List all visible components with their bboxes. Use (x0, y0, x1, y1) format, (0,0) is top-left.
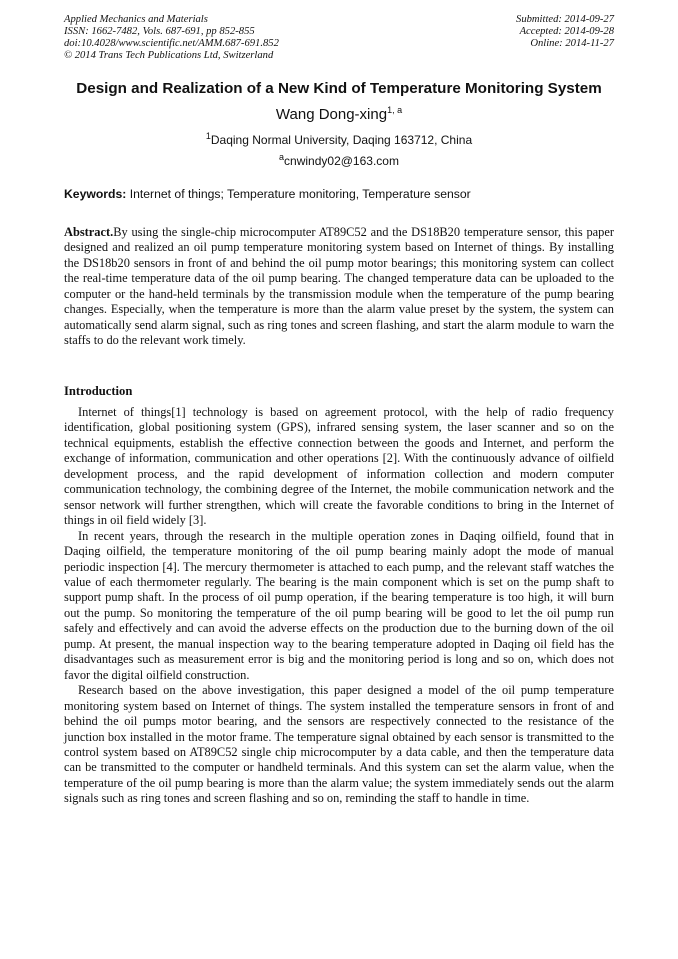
keywords (64, 187, 471, 201)
email-text: cnwindy02@163.com (284, 154, 399, 168)
submitted-date: Submitted: 2014-09-27 (516, 14, 614, 25)
keywords-text: Internet of things; Temperature monitoring, Temperature sensor (126, 187, 471, 201)
paragraph: In recent years, through the research in the multiple operation zones in Daqing oilfield, found that in Daqing oilfield, the temperature monitoring of the oil pump bearing mainly adopt the mode of manual periodic inspection [4]. The mercury thermometer is attached to each pump, and the relevant staff watches the value of each thermometer regularly. The bearing is the main component which is set on the pump shaft to support pump shaft. In the process of oil pump operation, if the bearing temperature is too high, it will burn out the pump. So monitoring the temperature of the oil pump bearing will be good to let the oil pump run safely and effectively and can avoid the adverse effects on the production due to the burning down of the oil pump. At present, the manual inspection way to the bearing temperature adopted in Daqing oil field has the disadvantages such as measurement error is big and the monitoring period is long and so on, which does not favor the digital oilfield construction. (64, 528, 614, 682)
author-name: Wang Dong-xing (275, 106, 388, 123)
introduction-body (64, 405, 614, 807)
dates-info (516, 14, 614, 50)
abstract (64, 225, 614, 349)
keywords-label: Keywords: (64, 187, 127, 201)
copyright-line: © 2014 Trans Tech Publications Ltd, Switzerland (64, 50, 274, 61)
doi-line: doi:10.4028/www.scientific.net/AMM.687-691.852 (64, 38, 279, 49)
author-sup: 1, a (387, 105, 403, 115)
paragraph: Internet of things[1] technology is based on agreement protocol, with the help of radio frequency identification, global positioning system (GPS), infrared sensing system, the laser scanner and so on the technical equipments, establish the effective connection between the goods and Internet, and perform the exchange of information, communication and other operations [2]. With the continuously advance of oilfield development process, and the rapid development of information collection and modern computer communication technology, the combining degree of the Internet, the mobile communication network and the sensor network will further strengthen, which will create the favorable conditions to bring in the Internet of things in oil field widely [3]. (64, 405, 614, 528)
accepted-date: Accepted: 2014-09-28 (519, 26, 614, 37)
author (0, 105, 678, 123)
abstract-text: By using the single-chip microcomputer AT89C52 and the DS18B20 temperature sensor, this paper designed and realized an oil pump temperature monitoring system based on Internet of things. By installing the DS18b20 sensors in front of and behind the oil pump motor bearings; this monitoring system can collect the real-time temperature data of the oil pump bearing. The changed temperature data can be uploaded to the computer or the hand-held terminals by the transmission module when the temperature of the pump bearing changes. Especially, when the temperature is more than the alarm value preset by the system, the system can automatically send alarm signal, such as ring tones and screen flashing, and start the alarm module to warn the staffs to do the relevant work timely. (64, 225, 614, 348)
email (0, 152, 678, 168)
affiliation-sup: 1 (205, 131, 211, 141)
issn-line: ISSN: 1662-7482, Vols. 687-691, pp 852-855 (64, 26, 255, 37)
journal-name: Applied Mechanics and Materials (64, 14, 208, 25)
journal-info (64, 14, 279, 62)
section-heading-introduction: Introduction (64, 384, 133, 398)
online-date: Online: 2014-11-27 (530, 38, 614, 49)
email-sup: a (279, 152, 285, 162)
paragraph: Research based on the above investigation, this paper designed a model of the oil pump temperature monitoring system based on Internet of things. The system installed the temperature sensors in front of and behind the oil pumps motor bearing, and the sensors are respectively connected to the resistance of the junction box installed in the motor frame. The temperature signal obtained by each sensor is transmitted to the control system based on AT89C52 single chip microcomputer by a data cable, and then the temperature data can be transmitted to the computer or handheld terminals. And this system can set the alarm value, when the temperature of the oil pump bearing is more than the alarm value; the system immediately sends out the alarm signals such as ring tones and screen flashing and so on, reminding the staff to handle in time. (64, 683, 614, 806)
paper-title: Design and Realization of a New Kind of Temperature Monitoring System (76, 80, 602, 97)
abstract-label: Abstract. (64, 225, 114, 239)
affiliation (0, 131, 678, 147)
affiliation-text: Daqing Normal University, Daqing 163712, China (210, 133, 473, 147)
